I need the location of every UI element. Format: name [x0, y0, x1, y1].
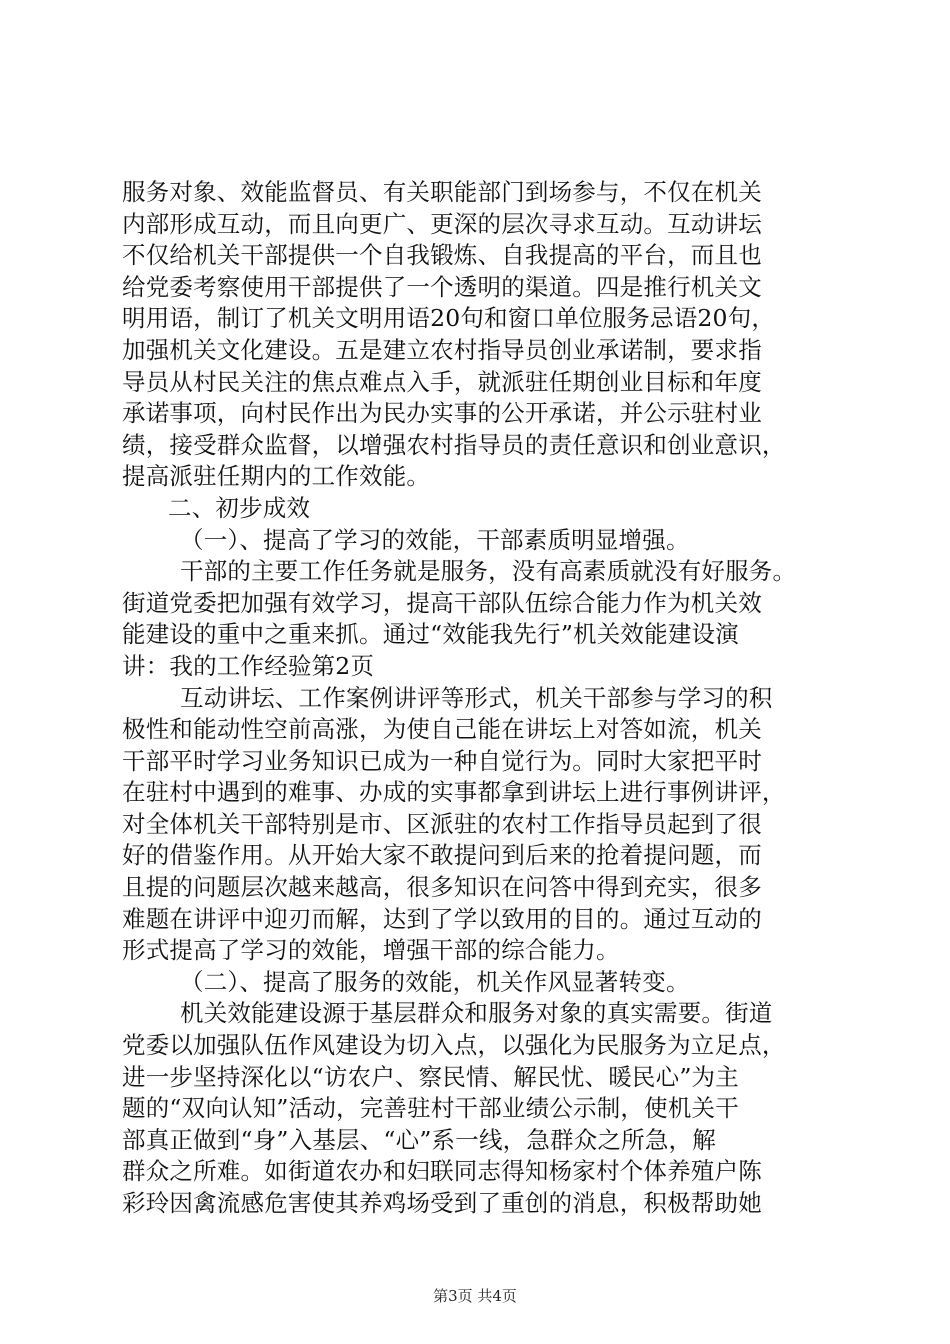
paragraph-line: 承诺事项，向村民作出为民办实事的公开承诺，并公示驻村业 — [122, 399, 762, 428]
paragraph-line: 且提的问题层次越来越高，很多知识在问答中得到充实，很多 — [122, 873, 762, 902]
paragraph-line: 能建设的重中之重来抓。通过“效能我先行”机关效能建设演 — [122, 620, 739, 649]
paragraph-line: 进一步坚持深化以“访农户、察民情、解民忧、暖民心”为主 — [122, 1062, 739, 1091]
paragraph-line: 部真正做到“身”入基层、“心”系一线，急群众之所急，解 — [122, 1125, 716, 1154]
paragraph-line: 难题在讲评中迎刃而解，达到了学以致用的目的。通过互动的 — [122, 904, 762, 933]
subsection-heading: （一）、提高了学习的效能，干部素质明显增强。 — [180, 525, 690, 554]
paragraph-line: 街道党委把加强有效学习，提高干部队伍综合能力作为机关效 — [122, 588, 762, 617]
paragraph-line: 在驻村中遇到的难事、办成的实事都拿到讲坛上进行事例讲评， — [122, 778, 786, 807]
subsection-heading: （二）、提高了服务的效能，机关作风显著转变。 — [180, 967, 690, 996]
paragraph-line: 内部形成互动，而且向更广、更深的层次寻求互动。互动讲坛 — [122, 209, 762, 238]
paragraph-line: 给党委考察使用干部提供了一个透明的渠道。四是推行机关文 — [122, 272, 762, 301]
paragraph-line: 干部平时学习业务知识已成为一种自觉行为。同时大家把平时 — [122, 746, 762, 775]
paragraph-line: 提高派驻任期内的工作效能。 — [122, 462, 431, 491]
paragraph-line: 形式提高了学习的效能，增强干部的综合能力。 — [122, 936, 620, 965]
paragraph-line: 讲：我的工作经验第2页 — [122, 651, 375, 680]
paragraph-line: 群众之所难。如街道农办和妇联同志得知杨家村个体养殖户陈 — [122, 1157, 762, 1186]
paragraph-line: 干部的主要工作任务就是服务，没有高素质就没有好服务。 — [180, 557, 797, 586]
paragraph-line: 导员从村民关注的焦点难点入手，就派驻任期创业目标和年度 — [122, 367, 762, 396]
paragraph-line: 加强机关文化建设。五是建立农村指导员创业承诺制，要求指 — [122, 335, 762, 364]
paragraph-line: 不仅给机关干部提供一个自我锻炼、自我提高的平台，而且也 — [122, 241, 762, 270]
paragraph-line: 极性和能动性空前高涨，为使自己能在讲坛上对答如流，机关 — [122, 715, 762, 744]
paragraph-line: 党委以加强队伍作风建设为切入点，以强化为民服务为立足点， — [122, 1031, 786, 1060]
paragraph-line: 绩，接受群众监督，以增强农村指导员的责任意识和创业意识， — [122, 430, 786, 459]
paragraph-line: 服务对象、效能监督员、有关职能部门到场参与，不仅在机关 — [122, 178, 762, 206]
document-body — [122, 177, 834, 1220]
paragraph-line: 明用语，制订了机关文明用语20句和窗口单位服务忌语20句， — [122, 304, 776, 333]
paragraph-line: 机关效能建设源于基层群众和服务对象的真实需要。街道 — [180, 999, 773, 1028]
paragraph-line: 好的借鉴作用。从开始大家不敢提问到后来的抢着提问题，而 — [122, 841, 762, 870]
paragraph-line: 对全体机关干部特别是市、区派驻的农村工作指导员起到了很 — [122, 809, 762, 838]
page-number-footer: 第3页 共4页 — [433, 1287, 517, 1305]
paragraph-line: 互动讲坛、工作案例讲评等形式，机关干部参与学习的积 — [180, 683, 773, 712]
paragraph-line: 题的“双向认知”活动，完善驻村干部业绩公示制，使机关干 — [122, 1094, 739, 1123]
section-heading: 二、初步成效 — [168, 493, 311, 522]
paragraph-line: 彩玲因禽流感危害使其养鸡场受到了重创的消息，积极帮助她 — [122, 1189, 762, 1217]
